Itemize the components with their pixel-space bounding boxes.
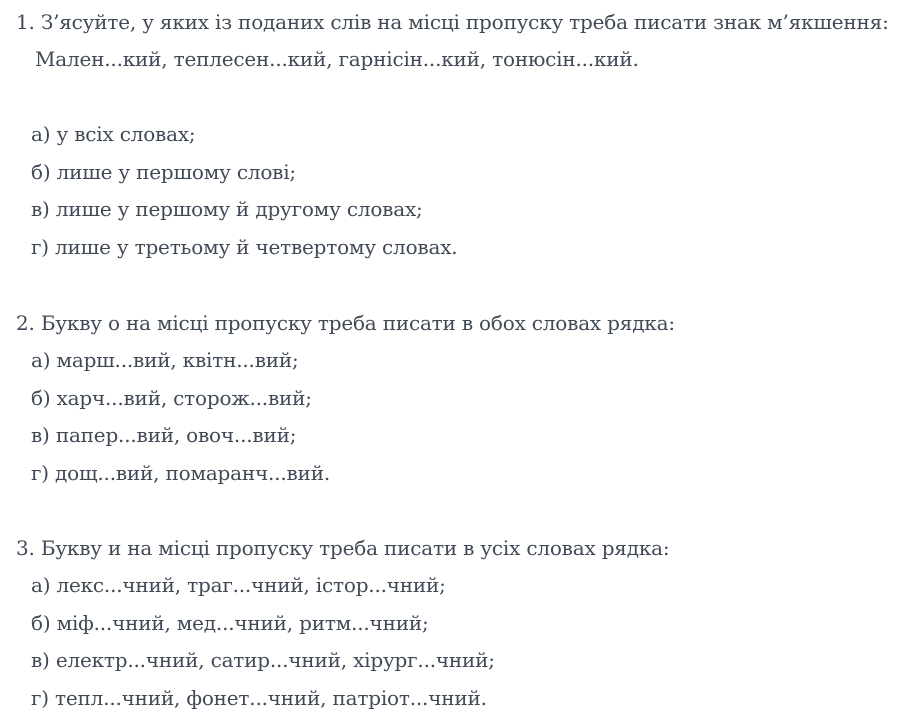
question-3-option-c: в) електр...чний, сатир...чний, хірург...чний; [31, 648, 495, 672]
question-2-option-b: б) харч...вий, сторож...вий; [31, 386, 312, 410]
question-2-option-d: г) дощ...вий, помаранч...вий. [31, 461, 330, 485]
question-2-option-c: в) папер...вий, овоч...вий; [31, 423, 297, 447]
question-3-title: 3. Букву и на місці пропуску треба писати в усіх словах рядка: [16, 536, 670, 560]
question-1-option-a: а) у всіх словах; [31, 122, 196, 146]
question-1-option-d: г) лише у третьому й четвертому словах. [31, 235, 458, 259]
question-3-option-b: б) міф...чний, мед...чний, ритм...чний; [31, 611, 429, 635]
question-1-option-b: б) лише у першому слові; [31, 160, 296, 184]
question-1-option-c: в) лише у першому й другому словах; [31, 197, 423, 221]
question-2-title: 2. Букву о на місці пропуску треба писати в обох словах рядка: [16, 311, 675, 335]
question-3-option-d: г) тепл...чний, фонет...чний, патріот...чний. [31, 686, 487, 710]
question-1-title: 1. З’ясуйте, у яких із поданих слів на місці пропуску треба писати знак м’якшення: [16, 10, 889, 34]
question-2-option-a: а) марш...вий, квітн...вий; [31, 348, 299, 372]
question-3-option-a: а) лекс...чний, траг...чний, істор...чний; [31, 573, 446, 597]
question-1-words: Мален...кий, теплесен...кий, гарнісін...кий, тонюсін...кий. [35, 47, 639, 71]
